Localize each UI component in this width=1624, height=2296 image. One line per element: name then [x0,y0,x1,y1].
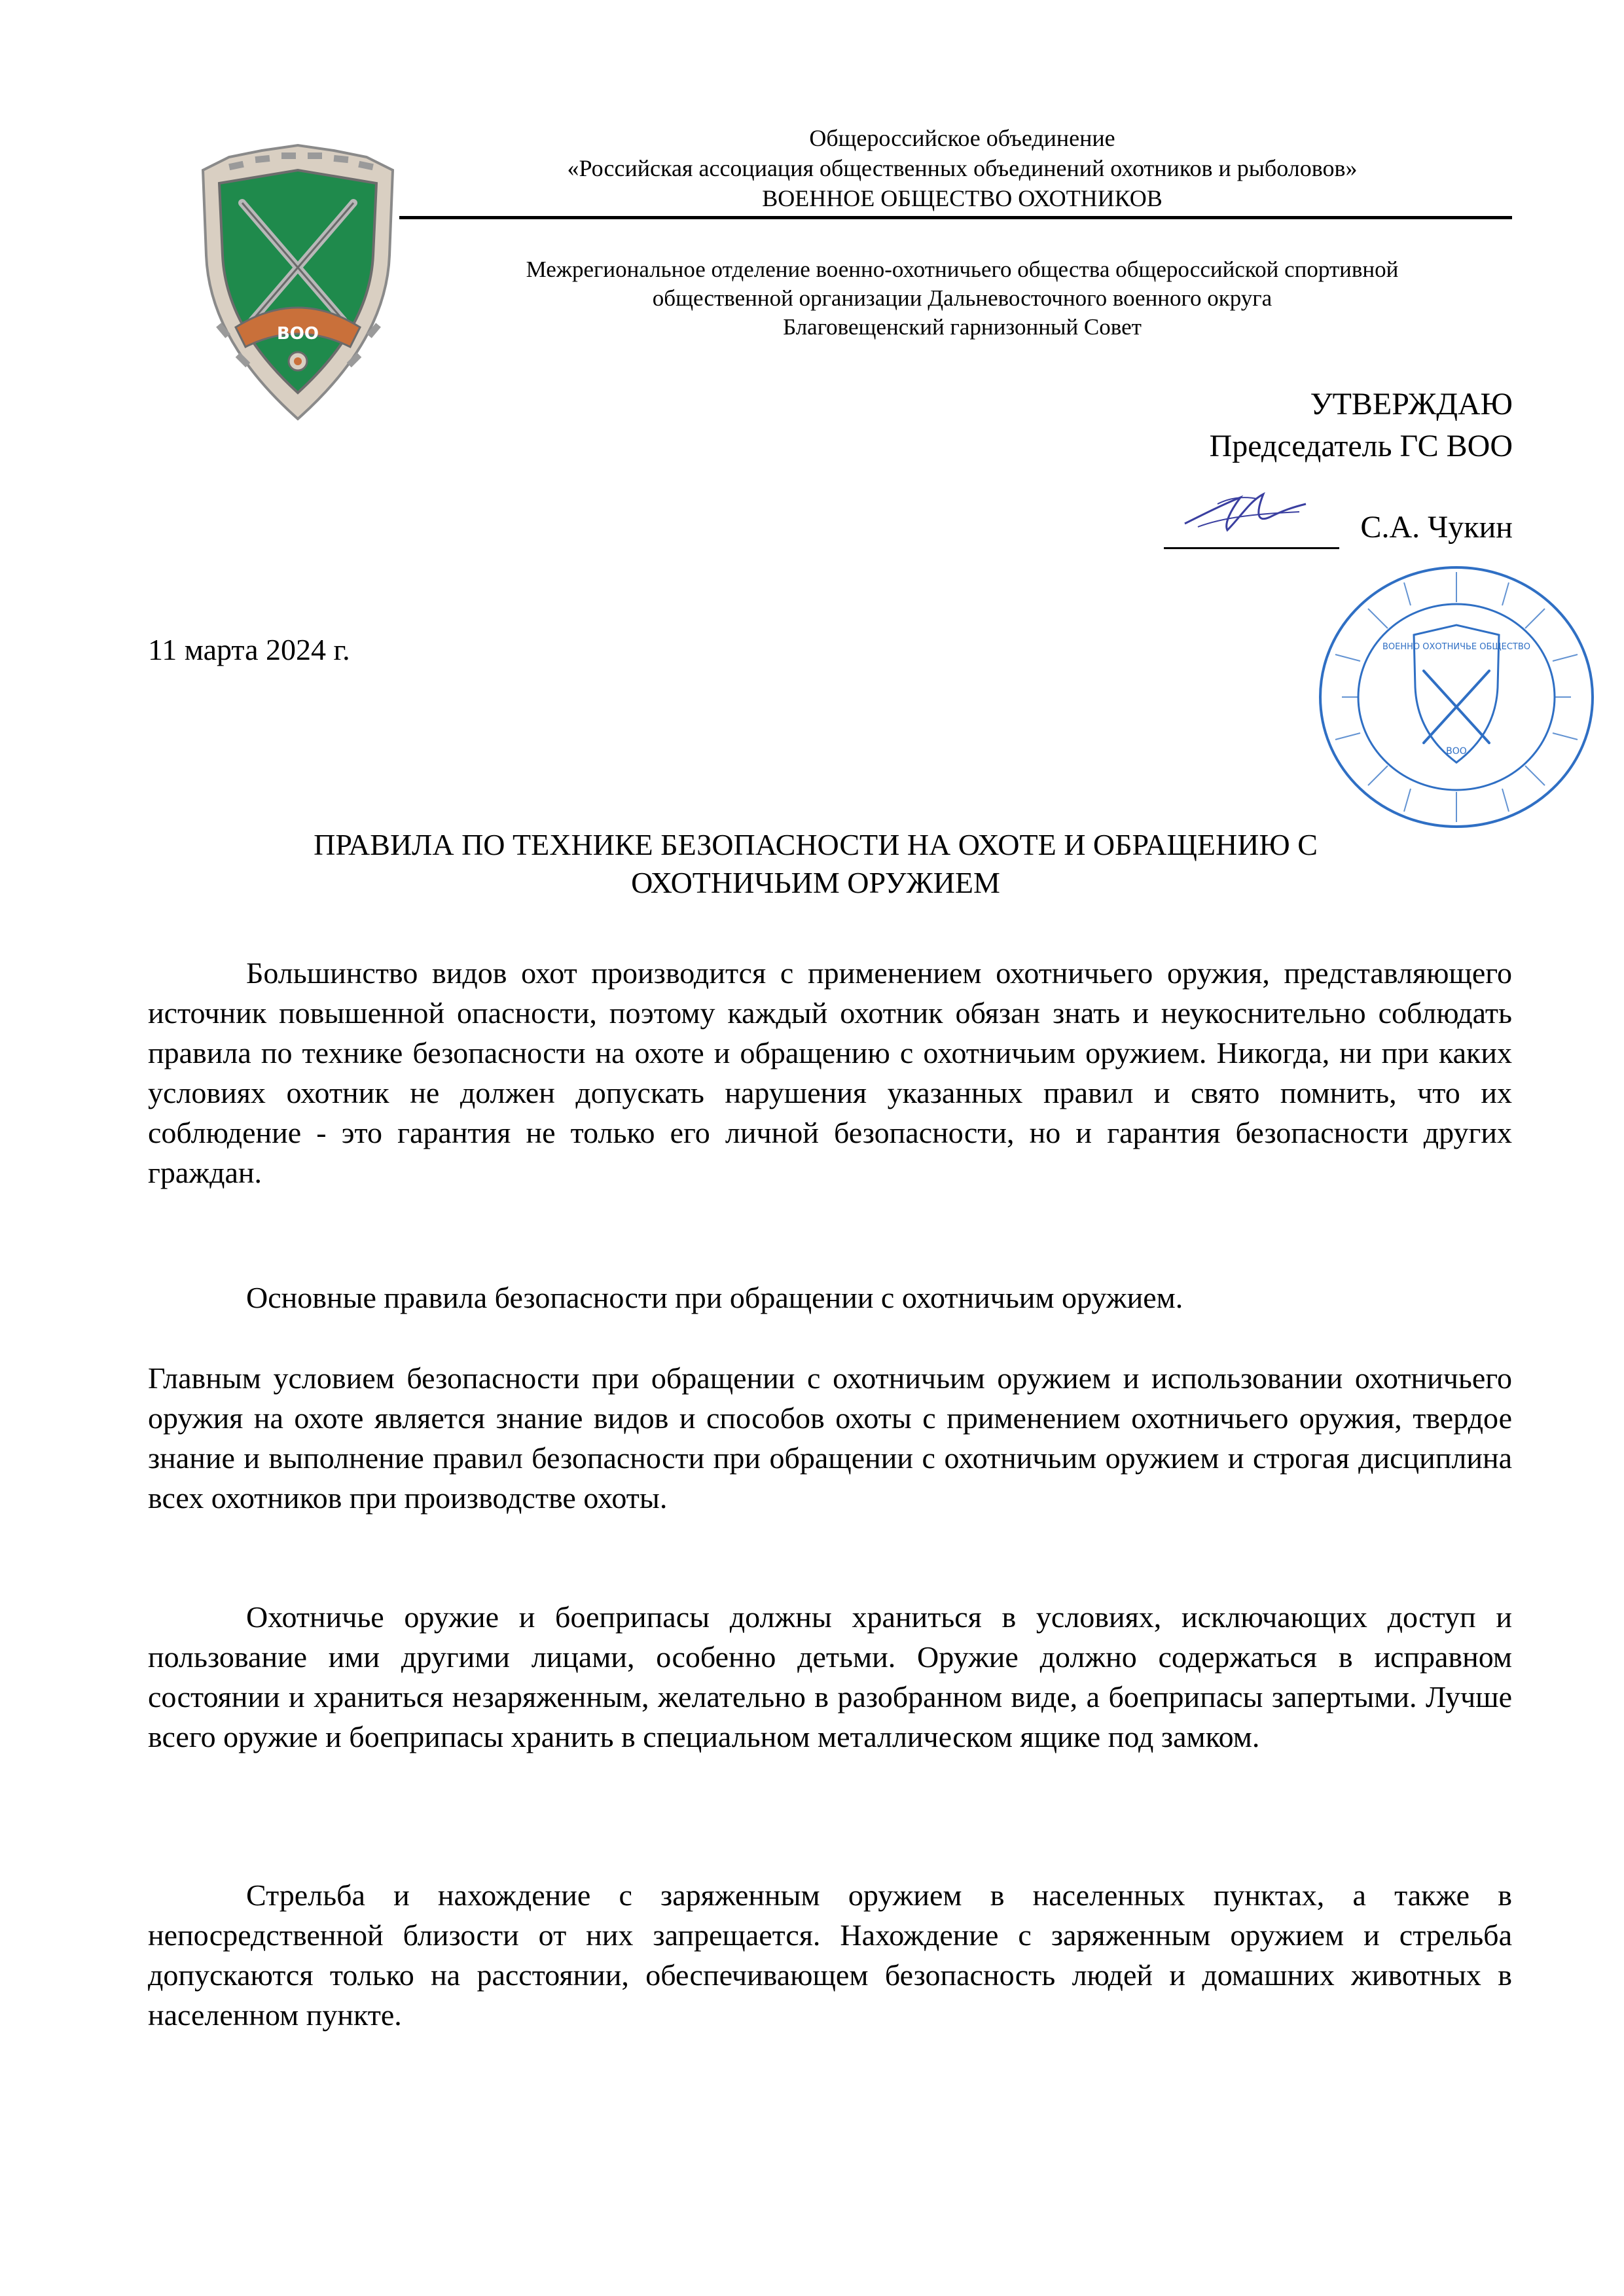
branch-line-2: общественной организации Дальневосточного военного округа [652,285,1272,311]
paragraph-settlements: Стрельба и нахождение с заряженным оружием в населенных пунктах, а также в непосредственной близости от них запрещается. Нахождение с заряженным оружием и стрельба допускаются только на расстоянии, обеспечивающем безопасность людей и домашних животных в населенном пункте. [148,1878,1512,2032]
branch-line-3: Благовещенский гарнизонный Совет [783,314,1142,340]
signature-line [1164,547,1339,549]
org-name-line-3: ВОЕННОЕ ОБЩЕСТВО ОХОТНИКОВ [762,185,1163,211]
stamp-center-text: ВОЕННО ОХОТНИЧЬЕ ОБЩЕСТВО [1382,642,1531,652]
stamp-emblem-text: ВОО [1446,746,1467,757]
official-stamp [1316,563,1597,831]
paragraph-storage: Охотничье оружие и боеприпасы должны храниться в условиях, исключающих доступ и пользование ими другими лицами, особенно детьми. Оружие должно содержаться в исправном состоянии и храниться незаряженным, желательно в разобранном виде, а боеприпасы запертыми. Лучше всего оружие и боеприпасы хранить в специальном металлическом ящике под замком. [148,1600,1512,1753]
paragraph-main-condition: Главным условием безопасности при обращении с охотничьим оружием и использовании охотничьего оружия на охоте является знание видов и способов охоты с применением охотничьего оружия, твердое знание и выполнение правил безопасности при обращении с охотничьим оружием и строгая дисциплина всех охотников при производстве охоты. [148,1361,1512,1515]
approver-name: С.А. Чукин [1360,510,1513,545]
paragraph-basic-rules-heading: Основные правила безопасности при обращении с охотничьим оружием. [246,1281,1183,1314]
document-date: 11 марта 2024 г. [148,633,350,666]
voo-emblem-logo [190,131,406,425]
approve-label: УТВЕРЖДАЮ [1310,387,1513,422]
org-name-line-1: Общероссийское объединение [809,125,1115,151]
org-name-line-2: «Российская ассоциация общественных объединений охотников и рыболовов» [567,155,1358,181]
approver-position: Председатель ГС ВОО [1209,429,1513,463]
branch-line-1: Межрегиональное отделение военно-охотничьего общества общероссийской спортивной [526,257,1399,282]
title-line-1: ПРАВИЛА ПО ТЕХНИКЕ БЕЗОПАСНОСТИ НА ОХОТЕ И ОБРАЩЕНИЮ С [314,828,1318,861]
header-divider [399,216,1512,219]
title-line-2: ОХОТНИЧЬИМ ОРУЖИЕМ [631,866,1000,899]
paragraph-intro: Большинство видов охот производится с применением охотничьего оружия, представляющего источник повышенной опасности, поэтому каждый охотник обязан знать и неукоснительно соблюдать правила по технике безопасности на охоте и обращению с охотничьим оружием. Никогда, ни при каких условиях охотник не должен допускать нарушения указанных правил и свято помнить, что их соблюдение - это гарантия не только его личной безопасности, но и гарантия безопасности других граждан. [148,956,1512,1189]
emblem-text: ВОО [276,324,319,344]
handwritten-signature [1178,478,1309,543]
document-title [148,826,1483,902]
